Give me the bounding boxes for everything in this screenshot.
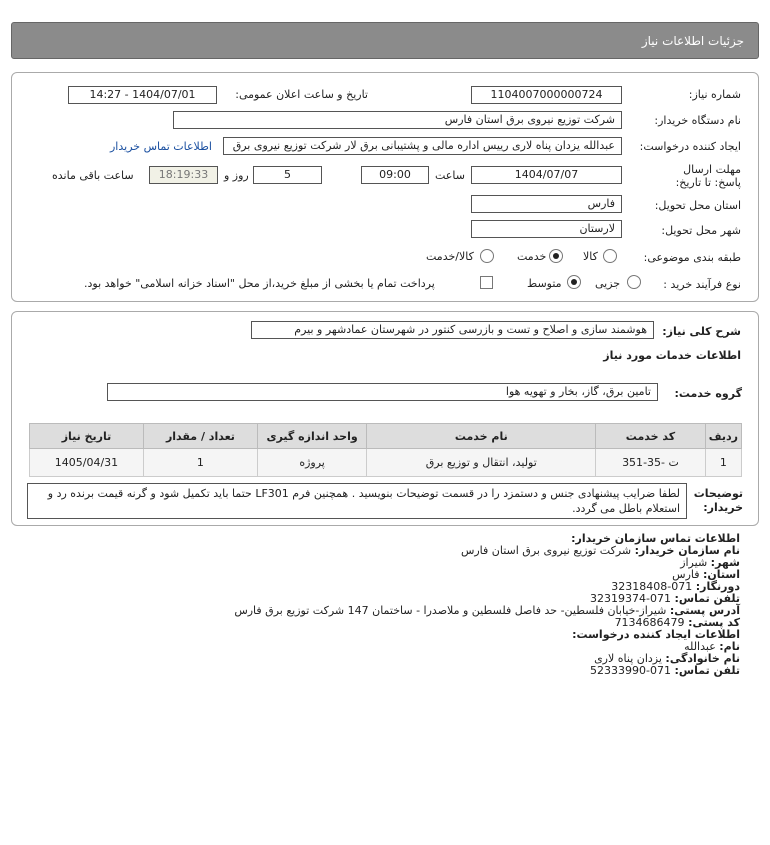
need-number-label: شماره نیاز: <box>688 88 741 101</box>
category-radio-service[interactable] <box>549 249 563 263</box>
days-label: روز و <box>224 169 249 182</box>
col-unit: واحد اندازه گیری <box>257 424 366 449</box>
col-date: تاریخ نیاز <box>30 424 144 449</box>
buyer-notes-field: لطفا ضرایب پیشنهادی جنس و دستمزد را در قسمت توضیحات بنویسید . همچنین فرم LF301 حتما باید تکمیل شود و گرنه قیمت برنده رد و استعلام باطل می گردد. <box>27 483 687 519</box>
buyer-notes-label: توضیحات خریدار: <box>693 487 743 514</box>
table-header-row <box>30 424 742 449</box>
buyer-label: نام دستگاه خریدار: <box>654 114 741 127</box>
category-option-goods: کالا <box>583 250 598 263</box>
contact-title: اطلاعات تماس سازمان خریدار: <box>571 532 740 545</box>
category-radio-goods-service[interactable] <box>480 249 494 263</box>
services-title: اطلاعات خدمات مورد نیاز <box>603 349 741 362</box>
page-title: جزئیات اطلاعات نیاز <box>641 34 744 48</box>
creator-name: نام: عبدالله <box>684 640 740 653</box>
contact-fax: دورنگار: 071-32318408 <box>611 580 740 593</box>
city-field: لارستان <box>471 220 622 238</box>
creator-title: اطلاعات ایجاد کننده درخواست: <box>572 628 740 641</box>
remaining-time-field: 18:19:33 <box>149 166 218 184</box>
page-header <box>11 22 759 59</box>
col-row: ردیف <box>705 424 741 449</box>
service-group-field: تامین برق، گاز، بخار و تهویه هوا <box>107 383 658 401</box>
cell-quantity: 1 <box>143 449 257 477</box>
contact-org: نام سازمان خریدار: شرکت توزیع نیروی برق استان فارس <box>460 544 740 557</box>
creator-phone: تلفن تماس: 071-52333990 <box>590 664 740 677</box>
announce-label: تاریخ و ساعت اعلان عمومی: <box>235 88 368 101</box>
province-field: فارس <box>471 195 622 213</box>
contact-postal: کد پستی: 7134686479 <box>614 616 740 629</box>
category-option-goods-service: کالا/خدمت <box>426 250 474 263</box>
need-number-field: 1104007000000724 <box>471 86 622 104</box>
announce-field: 1404/07/01 - 14:27 <box>68 86 217 104</box>
col-name: نام خدمت <box>367 424 596 449</box>
category-option-service: خدمت <box>517 250 547 263</box>
col-code: کد خدمت <box>596 424 705 449</box>
contact-province: استان: فارس <box>672 568 740 581</box>
buyer-contact-link[interactable]: اطلاعات تماس خریدار <box>110 140 212 153</box>
cell-row: 1 <box>705 449 741 477</box>
summary-label: شرح کلی نیاز: <box>662 325 741 338</box>
service-group-label: گروه خدمت: <box>674 387 742 400</box>
cell-code: ت -35-351 <box>596 449 705 477</box>
process-label: نوع فرآیند خرید : <box>663 278 741 291</box>
col-quantity: تعداد / مقدار <box>143 424 257 449</box>
contact-city: شهر: شیراز <box>680 556 740 569</box>
services-table <box>29 423 742 477</box>
treasury-checkbox[interactable] <box>480 276 493 289</box>
creator-family: نام خانوادگی: یزدان پناه لاری <box>594 652 740 665</box>
buyer-field: شرکت توزیع نیروی برق استان فارس <box>173 111 622 129</box>
cell-date: 1405/04/31 <box>30 449 144 477</box>
contact-section <box>20 533 740 677</box>
creator-label: ایجاد کننده درخواست: <box>639 140 741 153</box>
need-info-panel <box>11 72 759 302</box>
process-radio-minor[interactable] <box>627 275 641 289</box>
deadline-time-label: ساعت <box>435 169 465 182</box>
summary-field: هوشمند سازی و اصلاح و تست و بازرسی کنتور در شهرستان عمادشهر و بیرم <box>251 321 654 339</box>
category-label: طبقه بندی موضوعی: <box>643 251 741 264</box>
process-radio-medium[interactable] <box>567 275 581 289</box>
category-radio-goods[interactable] <box>603 249 617 263</box>
deadline-label: مهلت ارسال پاسخ: تا تاریخ: <box>675 163 741 189</box>
process-option-medium: متوسط <box>527 277 562 290</box>
cell-unit: پروژه <box>257 449 366 477</box>
creator-field: عبدالله یزدان پناه لاری رییس اداره مالی و پشتیبانی برق لار شرکت توزیع نیروی برق <box>223 137 622 155</box>
city-label: شهر محل تحویل: <box>661 224 741 237</box>
treasury-note: پرداخت تمام یا بخشی از مبلغ خرید،از محل "اسناد خزانه اسلامی" خواهد بود. <box>84 277 435 290</box>
contact-phone: تلفن تماس: 071-32319374 <box>590 592 740 605</box>
deadline-date-field: 1404/07/07 <box>471 166 622 184</box>
days-field: 5 <box>253 166 322 184</box>
province-label: استان محل تحویل: <box>654 199 741 212</box>
table-row <box>30 449 742 477</box>
process-option-minor: جزیی <box>595 277 621 290</box>
cell-name: تولید، انتقال و توزیع برق <box>367 449 596 477</box>
contact-address: آدرس پستی: شیراز-خیابان فلسطین- حد فاصل فلسطین و ملاصدرا - ساختمان 147 شرکت توزیع برق فارس <box>234 604 740 617</box>
deadline-time-field: 09:00 <box>361 166 429 184</box>
remaining-label: ساعت باقی مانده <box>52 169 134 182</box>
